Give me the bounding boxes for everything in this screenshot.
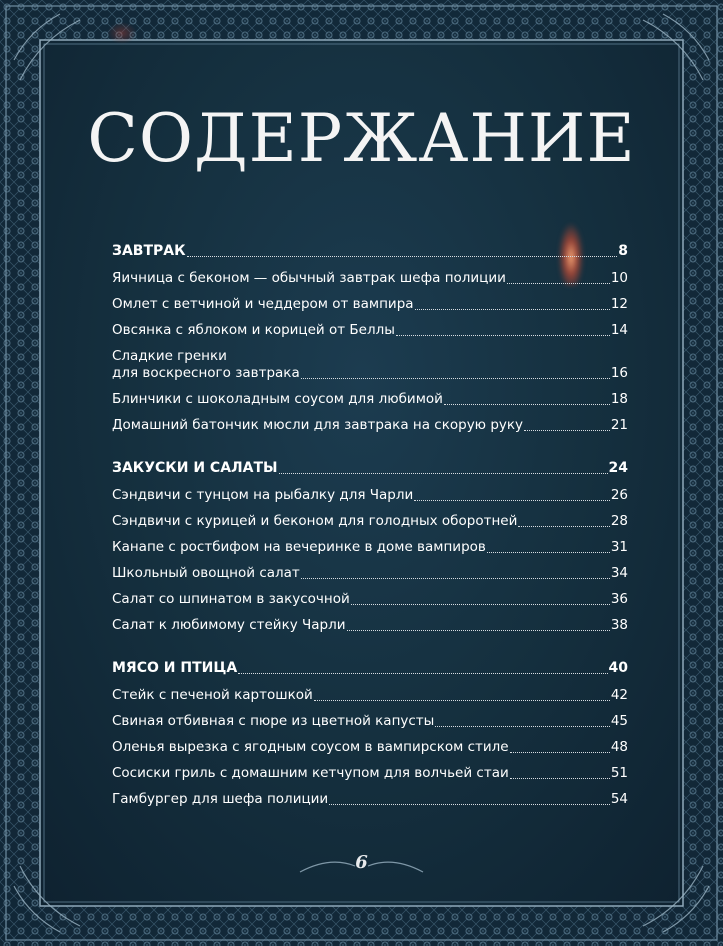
toc-section-heading[interactable] bbox=[112, 460, 628, 477]
toc-entry[interactable] bbox=[112, 296, 628, 313]
entry-page: 34 bbox=[610, 565, 628, 581]
entry-page: 21 bbox=[610, 417, 628, 433]
entry-title: Овсянка с яблоком и корицей от Беллы bbox=[112, 322, 395, 338]
section-title: МЯСО И ПТИЦА bbox=[112, 660, 238, 676]
entry-page: 42 bbox=[610, 687, 628, 703]
toc-entry[interactable] bbox=[112, 791, 628, 808]
dot-leader bbox=[329, 803, 610, 805]
dot-leader bbox=[314, 699, 610, 701]
entry-title: Школьный овощной салат bbox=[112, 565, 300, 581]
dot-leader bbox=[414, 499, 610, 501]
toc-entry[interactable] bbox=[112, 617, 628, 634]
section-page: 8 bbox=[618, 243, 628, 259]
entry-page: 31 bbox=[610, 539, 628, 555]
toc-section-appetizers bbox=[112, 460, 628, 634]
toc-entry[interactable] bbox=[112, 591, 628, 608]
dot-leader bbox=[279, 472, 608, 474]
dot-leader bbox=[487, 551, 610, 553]
toc-section-heading[interactable] bbox=[112, 243, 628, 260]
entry-title: Сосиски гриль с домашним кетчупом для волчьей стаи bbox=[112, 765, 509, 781]
dot-leader bbox=[415, 308, 610, 310]
dot-leader bbox=[444, 403, 610, 405]
entry-title: Канапе с ростбифом на вечеринке в доме вампиров bbox=[112, 539, 486, 555]
page-number: 6 bbox=[355, 852, 368, 873]
entry-page: 26 bbox=[610, 487, 628, 503]
page-title: СОДЕРЖАНИЕ bbox=[87, 100, 636, 177]
toc-entry[interactable] bbox=[112, 270, 628, 287]
entry-page: 45 bbox=[610, 713, 628, 729]
entry-title: Салат к любимому стейку Чарли bbox=[112, 617, 346, 633]
dot-leader bbox=[396, 334, 610, 336]
dot-leader bbox=[510, 777, 610, 779]
entry-page: 16 bbox=[610, 365, 628, 381]
entry-title: Сэндвичи с курицей и беконом для голодных оборотней bbox=[112, 513, 518, 529]
dot-leader bbox=[510, 751, 610, 753]
entry-title: Домашний батончик мюсли для завтрака на скорую руку bbox=[112, 417, 524, 433]
entry-page: 38 bbox=[610, 617, 628, 633]
entry-page: 54 bbox=[610, 791, 628, 807]
entry-page: 10 bbox=[610, 270, 628, 286]
entry-title: Сэндвичи с тунцом на рыбалку для Чарли bbox=[112, 487, 414, 503]
toc-entry[interactable] bbox=[112, 487, 628, 504]
entry-page: 48 bbox=[610, 739, 628, 755]
toc-entry[interactable] bbox=[112, 513, 628, 530]
toc-section-heading[interactable] bbox=[112, 660, 628, 677]
toc-entry[interactable] bbox=[112, 565, 628, 582]
entry-title: Гамбургер для шефа полиции bbox=[112, 791, 329, 807]
section-title: ЗАВТРАК bbox=[112, 243, 186, 259]
dot-leader bbox=[507, 282, 610, 284]
toc-entry[interactable] bbox=[112, 713, 628, 730]
entry-page: 28 bbox=[610, 513, 628, 529]
entry-page: 12 bbox=[610, 296, 628, 312]
dot-leader bbox=[347, 629, 610, 631]
toc-entry[interactable] bbox=[112, 417, 628, 434]
dot-leader bbox=[351, 603, 610, 605]
toc-section-meat-poultry bbox=[112, 660, 628, 808]
entry-title: Салат со шпинатом в закусочной bbox=[112, 591, 350, 607]
entry-title: Свиная отбивная с пюре из цветной капусты bbox=[112, 713, 435, 729]
section-page: 24 bbox=[608, 460, 628, 476]
toc-entry[interactable] bbox=[112, 765, 628, 782]
entry-page: 14 bbox=[610, 322, 628, 338]
toc-entry[interactable] bbox=[112, 322, 628, 339]
dot-leader bbox=[524, 429, 610, 431]
dot-leader bbox=[518, 525, 609, 527]
entry-title: Блинчики с шоколадным соусом для любимой bbox=[112, 391, 443, 407]
entry-title bbox=[112, 348, 300, 382]
toc-entry[interactable] bbox=[112, 539, 628, 556]
entry-title: Стейк с печеной картошкой bbox=[112, 687, 313, 703]
candle-glow-top bbox=[107, 22, 137, 44]
section-title: ЗАКУСКИ И САЛАТЫ bbox=[112, 460, 278, 476]
dot-leader bbox=[435, 725, 609, 727]
dot-leader bbox=[238, 672, 607, 674]
entry-page: 36 bbox=[610, 591, 628, 607]
entry-title: Яичница с беконом — обычный завтрак шефа полиции bbox=[112, 270, 506, 286]
toc-section-breakfast bbox=[112, 243, 628, 434]
entry-page: 18 bbox=[610, 391, 628, 407]
entry-title-line1: Сладкие гренки bbox=[112, 348, 227, 364]
section-page: 40 bbox=[608, 660, 628, 676]
entry-page: 51 bbox=[610, 765, 628, 781]
dot-leader bbox=[301, 577, 610, 579]
table-of-contents bbox=[112, 243, 628, 834]
entry-title: Омлет с ветчиной и чеддером от вампира bbox=[112, 296, 414, 312]
toc-entry[interactable] bbox=[112, 687, 628, 704]
entry-title: Оленья вырезка с ягодным соусом в вампирском стиле bbox=[112, 739, 509, 755]
toc-entry[interactable] bbox=[112, 391, 628, 408]
toc-entry[interactable] bbox=[112, 348, 628, 382]
toc-entry[interactable] bbox=[112, 739, 628, 756]
dot-leader bbox=[187, 255, 618, 257]
entry-title-line2: для воскресного завтрака bbox=[112, 365, 300, 381]
dot-leader bbox=[301, 377, 610, 379]
